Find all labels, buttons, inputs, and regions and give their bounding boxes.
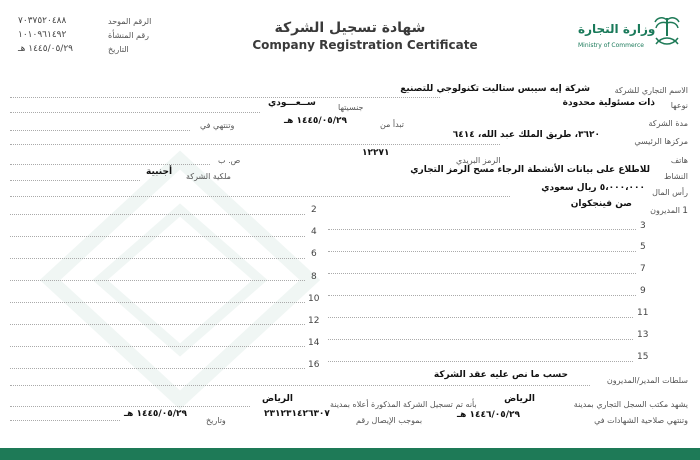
capital-value: ٥،٠٠٠،٠٠٠ ريال سعودي [541,183,645,193]
managers-label: المديرون [650,206,680,215]
manager-number: 1 [682,206,688,216]
postal-code-label: الرمز البريدي [456,156,501,165]
starts-label: تبدأ من [380,120,404,129]
manager-number: 2 [311,205,317,215]
ends-label: وتنتهي في [200,121,235,130]
manager-number: 16 [308,360,320,370]
registered-label: بأنه تم تسجيل الشركة المذكورة أعلاه بمدينة [330,400,477,409]
manager-number: 14 [308,338,320,348]
validity-label: وتنتهي صلاحية الشهادات في [594,416,688,425]
ministry-name-en: Ministry of Commerce [578,42,644,49]
certificate-date-label: التاريخ [108,45,129,54]
activity-label: النشاط [663,172,688,181]
unified-number-label: الرقم الموحد [108,17,152,26]
unified-number: ٧٠٣٧٥٢٠٤٨٨ [18,16,67,26]
manager-number: 10 [308,294,320,304]
manager-number: 8 [311,272,317,282]
manager-number: 13 [637,330,649,340]
manager-number: 15 [637,352,649,362]
starts-value: ١٤٤٥/٠٥/٢٩ هـ [284,116,347,126]
company-type-value: ذات مسئولية محدودة [562,98,655,108]
postal-code-value: ١٢٢٧١ [362,148,390,158]
manager-number: 3 [640,221,646,231]
duration-label: مدة الشركة [648,119,688,128]
manager-number: 5 [640,242,646,252]
establishment-number: ١٠١٠٩٦١٤٩٢ [18,30,67,40]
authority-label: سلطات المدير/المديرون [606,376,688,385]
ministry-name-ar: وزارة التجارة [578,22,656,36]
ownership-value: أجنبية [146,167,173,177]
phone-label: هاتف [670,156,688,165]
activity-value: للاطلاع على بيانات الأنشطة الرجاء مسح الرمز التجاري [410,165,650,175]
headquarters-label: مركزها الرئيسي [634,137,688,146]
receipt-date-value: ١٤٤٥/٠٥/٢٩ هـ [124,409,187,419]
footer-band [0,448,700,460]
office-city: الرياض [504,394,535,404]
company-type-label: نوعها [670,101,688,110]
nationality-value: ســعـــودي [268,98,316,108]
capital-label: رأس المال [652,188,688,197]
headquarters-value: ٣٦٢٠، طريق الملك عبد الله، ٦٤١٤ [452,130,600,140]
manager-number: 11 [637,308,649,318]
authority-value: حسب ما نص عليه عقد الشركة [433,370,568,380]
office-label: يشهد مكتب السجل التجاري بمدينة [573,400,688,409]
registered-city: الرياض [262,394,293,404]
manager-number: 7 [640,264,646,274]
receipt-label: بموجب الإيصال رقم [356,416,423,425]
receipt-date-label: وتاريخ [206,416,226,425]
ownership-label: ملكية الشركة [186,172,231,181]
manager-number: 6 [311,249,317,259]
company-name-label: الاسم التجاري للشركة [614,86,688,95]
manager-number: 12 [308,316,320,326]
certificate-title-en: Company Registration Certificate [252,38,478,52]
validity-value: ١٤٤٦/٠٥/٢٩ هـ [457,410,520,420]
manager-1-name: صن فينجكوان [570,199,632,209]
manager-number: 4 [311,227,317,237]
manager-number: 9 [640,286,646,296]
pobox-label: ص. ب [218,156,241,165]
company-name-value: شركة إيه سيبس ستاليت تكنولوجي للتصنيع [400,84,590,94]
certificate-date: ١٤٤٥/٠٥/٢٩ هـ [18,44,73,54]
receipt-value: ٢٣١٢٣١٤٢٦٣٠٧ [264,409,330,419]
establishment-number-label: رقم المنشأة [108,31,150,40]
nationality-label: جنسيتها [338,103,364,112]
certificate-title-ar: شهادة تسجيل الشركة [274,20,426,36]
